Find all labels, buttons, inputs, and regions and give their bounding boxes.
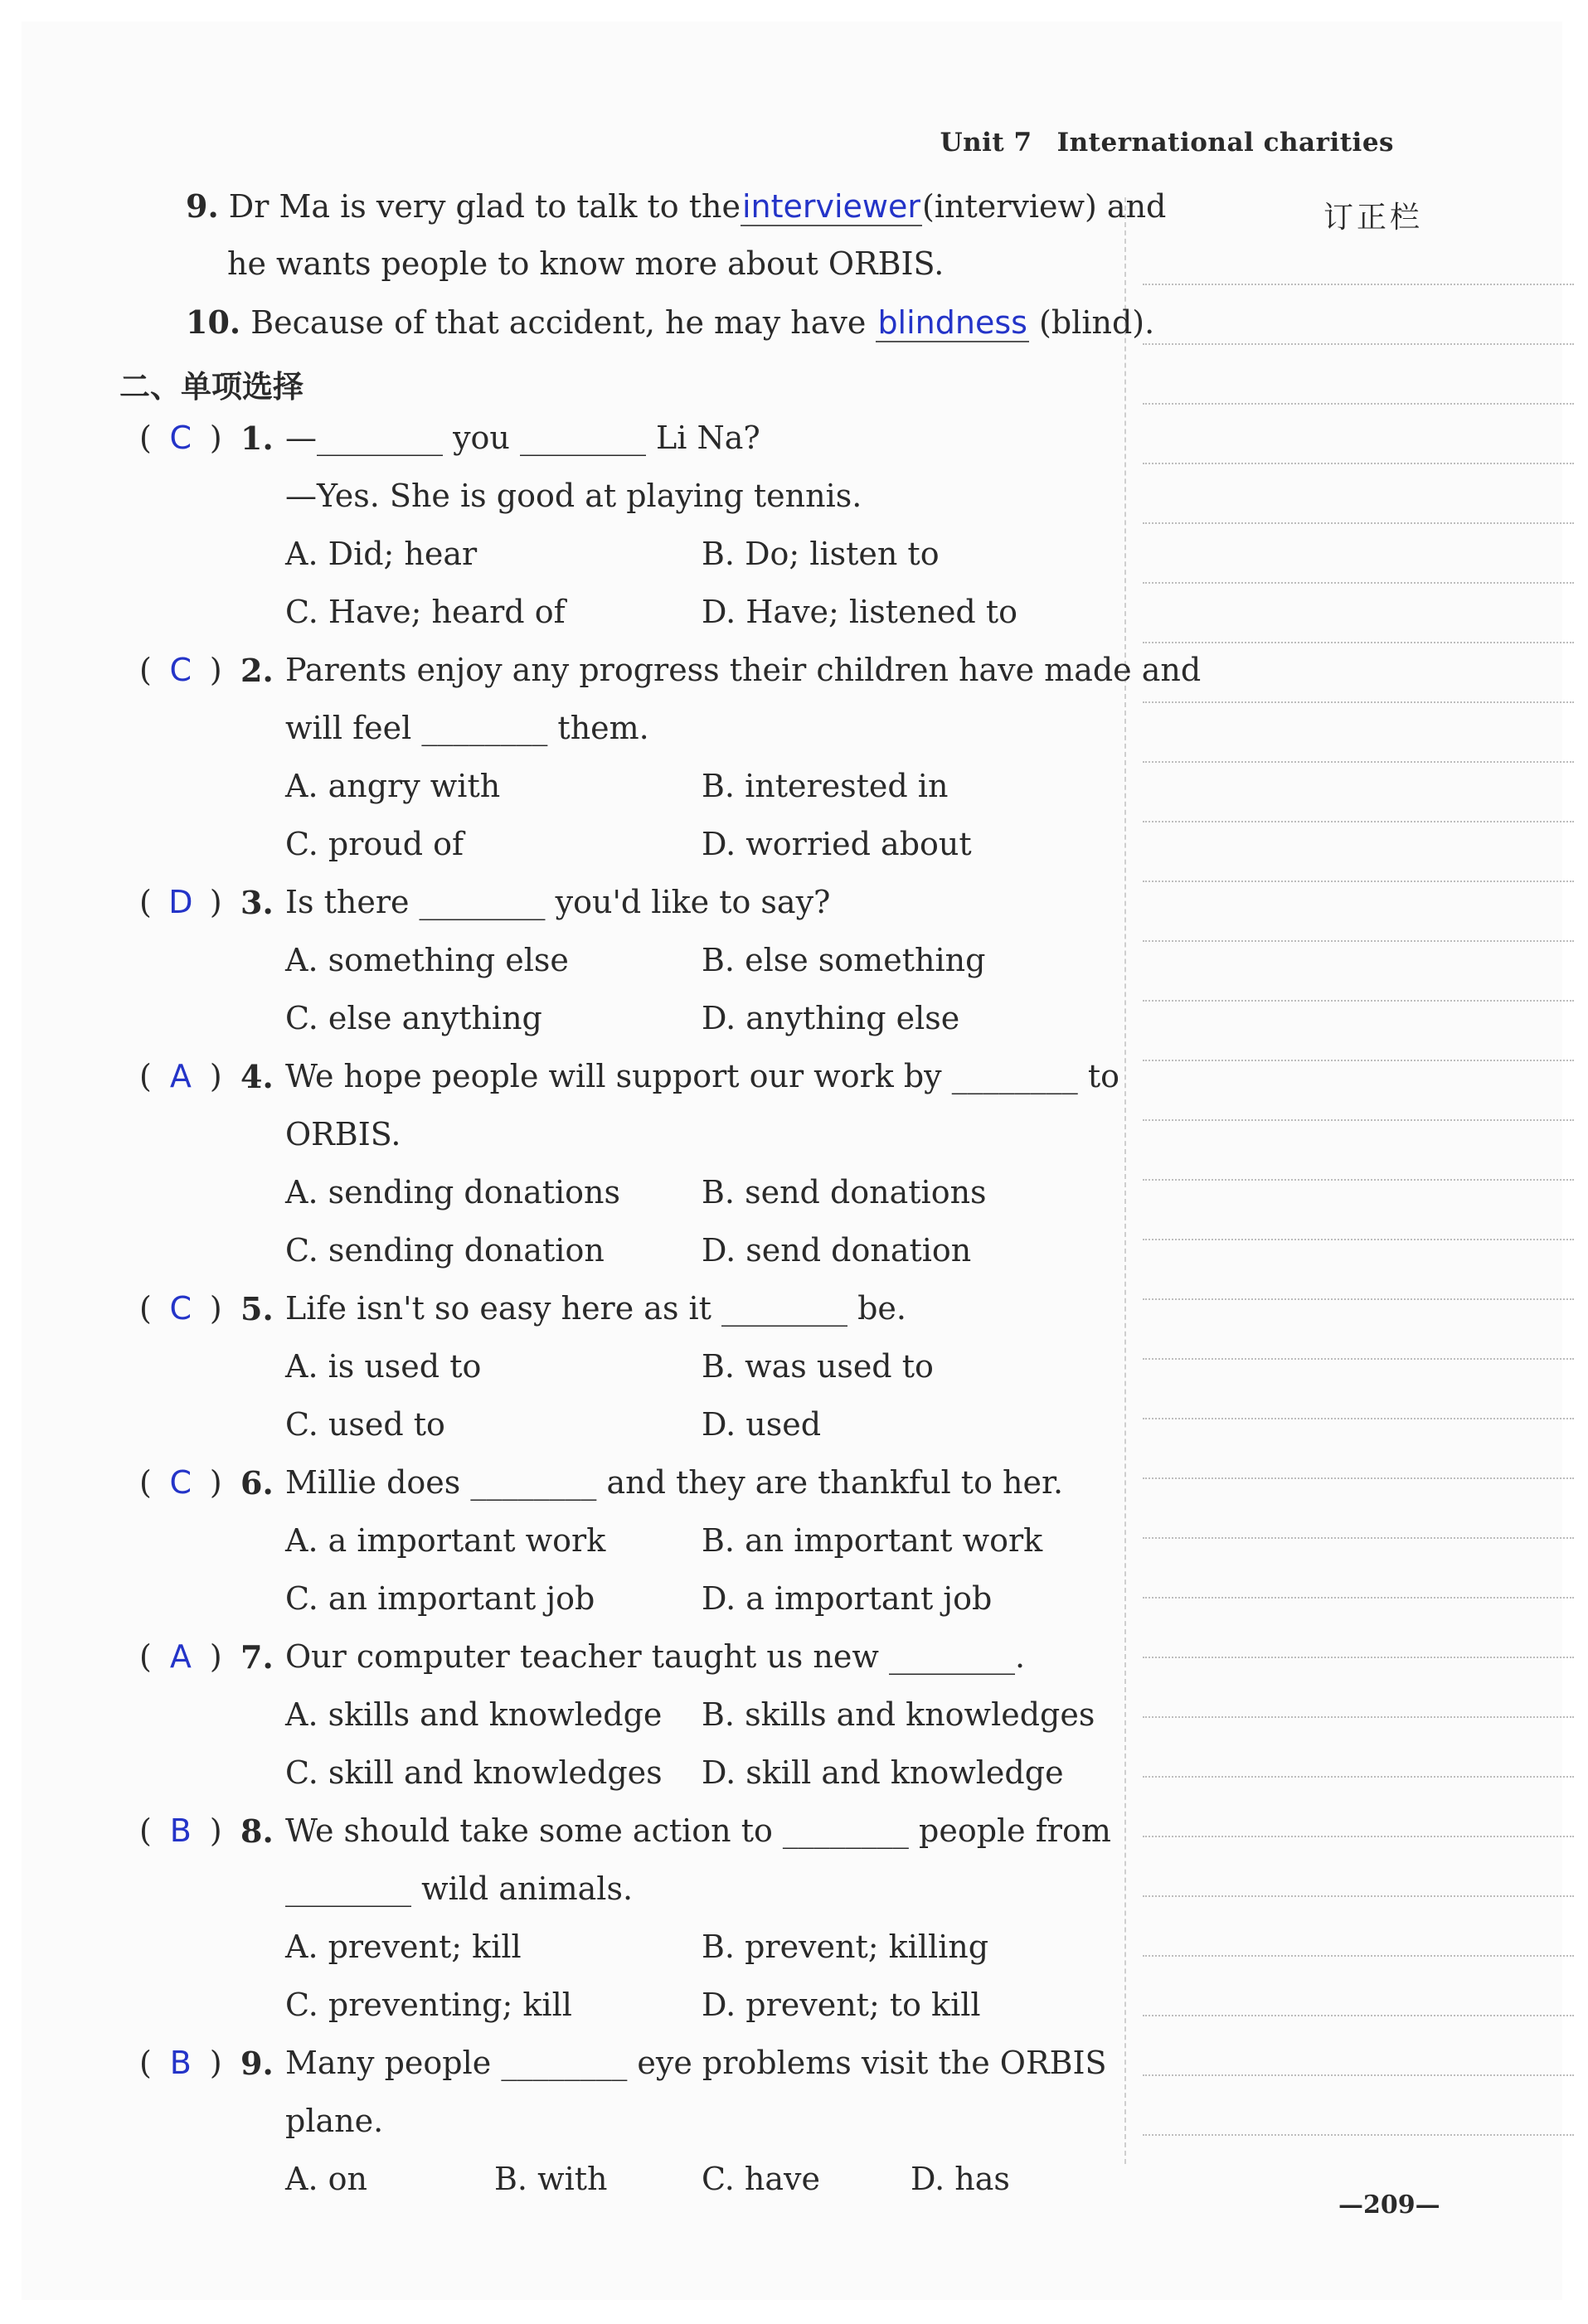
margin-rule (1143, 2074, 1574, 2076)
question-stem: Is there ________ you'd like to say? (285, 884, 831, 920)
margin-rule (1143, 284, 1574, 285)
answer-bracket: ( C ) (139, 1290, 222, 1327)
margin-rule (1143, 2015, 1574, 2016)
correction-column-title: 订正栏 (1323, 201, 1424, 235)
question-stem: We should take some action to ________ people from (285, 1812, 1111, 1849)
question-number: 7. (240, 1638, 274, 1676)
item-text: (blind). (1039, 304, 1155, 341)
option: A. prevent; kill (285, 1929, 522, 1965)
margin-divider (1124, 197, 1126, 2164)
margin-rule (1143, 701, 1574, 703)
margin-rule (1143, 881, 1574, 882)
answer-bracket: ( C ) (139, 652, 222, 688)
question-stem: will feel ________ them. (285, 710, 649, 746)
option: B. send donations (702, 1174, 987, 1211)
margin-rule (1143, 522, 1574, 524)
margin-rule (1143, 1298, 1574, 1300)
option: D. send donation (702, 1232, 972, 1269)
answer-bracket: ( A ) (139, 1638, 222, 1675)
question-stem: plane. (285, 2103, 384, 2139)
question-stem: —Yes. She is good at playing tennis. (285, 478, 862, 514)
option: C. else anything (285, 1000, 542, 1036)
answer-letter: C (169, 420, 192, 456)
item-text: Because of that accident, he may have (250, 304, 867, 341)
fill-in-item (186, 187, 1166, 226)
option: A. is used to (285, 1348, 482, 1385)
question-number: 3. (240, 884, 274, 921)
answer-bracket: ( A ) (139, 1058, 222, 1094)
margin-rule (1143, 463, 1574, 464)
option: D. has (911, 2161, 1010, 2197)
option: D. a important job (702, 1580, 993, 1617)
item-continuation: he wants people to know more about ORBIS. (227, 245, 945, 282)
answer-bracket: ( B ) (139, 2045, 222, 2081)
question-number: 5. (240, 1290, 274, 1327)
option: D. Have; listened to (702, 594, 1017, 630)
option: A. something else (285, 942, 569, 978)
question-stem: Life isn't so easy here as it ________ be. (285, 1290, 906, 1327)
fill-in-item (186, 303, 1154, 342)
question-stem: ORBIS. (285, 1116, 401, 1152)
option: A. angry with (285, 768, 501, 804)
option: A. on (285, 2161, 367, 2197)
option: A. a important work (285, 1522, 606, 1559)
margin-rule (1143, 1119, 1574, 1121)
margin-rule (1143, 1895, 1574, 1897)
margin-rule (1143, 642, 1574, 643)
margin-rule (1143, 343, 1574, 345)
section-title: 二、单项选择 (119, 369, 304, 405)
option: B. else something (702, 942, 986, 978)
question-stem: Our computer teacher taught us new ________. (285, 1638, 1026, 1675)
option: A. sending donations (285, 1174, 621, 1211)
margin-rule (1143, 1657, 1574, 1658)
margin-rule (1143, 582, 1574, 584)
item-text: (interview) and (922, 188, 1167, 225)
handwritten-answer: blindness (877, 304, 1027, 341)
margin-rule (1143, 403, 1574, 405)
question-number: 2. (240, 652, 274, 689)
item-number: 9. (186, 187, 219, 225)
margin-rule (1143, 1358, 1574, 1360)
unit-label: Unit 7 (940, 128, 1032, 158)
option: B. interested in (702, 768, 949, 804)
option: C. used to (285, 1406, 445, 1443)
option: B. Do; listen to (702, 536, 940, 572)
answer-letter: D (168, 884, 193, 920)
option: D. used (702, 1406, 822, 1443)
margin-rule (1143, 1597, 1574, 1599)
question-stem: ________ wild animals. (285, 1870, 634, 1907)
margin-rule (1143, 1060, 1574, 1061)
margin-rule (1143, 1239, 1574, 1240)
option: B. an important work (702, 1522, 1043, 1559)
option: D. skill and knowledge (702, 1754, 1064, 1791)
answer-letter: B (169, 2045, 192, 2081)
margin-rule (1143, 1955, 1574, 1957)
question-number: 4. (240, 1058, 274, 1095)
margin-rule (1143, 1537, 1574, 1539)
question-stem: —________ you ________ Li Na? (285, 420, 760, 456)
margin-rule (1143, 1776, 1574, 1778)
margin-rule (1143, 821, 1574, 822)
option: C. proud of (285, 826, 464, 862)
option: B. prevent; killing (702, 1929, 989, 1965)
answer-bracket: ( C ) (139, 1464, 222, 1501)
answer-letter: C (169, 1464, 192, 1501)
question-number: 8. (240, 1812, 274, 1850)
unit-title: International charities (1056, 128, 1394, 158)
option: C. have (702, 2161, 820, 2197)
question-number: 6. (240, 1464, 274, 1502)
margin-rule (1143, 1836, 1574, 1837)
margin-rule (1143, 1716, 1574, 1718)
page-number: —209— (1338, 2191, 1440, 2220)
margin-rule (1143, 1179, 1574, 1181)
option: C. skill and knowledges (285, 1754, 663, 1791)
margin-rule (1143, 1000, 1574, 1002)
margin-rule (1143, 1418, 1574, 1419)
answer-letter: B (169, 1812, 192, 1849)
question-stem: Millie does ________ and they are thankful to her. (285, 1464, 1064, 1501)
answer-bracket: ( B ) (139, 1812, 222, 1849)
option: B. skills and knowledges (702, 1696, 1095, 1733)
answer-letter: C (169, 1290, 192, 1327)
workbook-page (22, 22, 1562, 2300)
question-stem: Many people ________ eye problems visit the ORBIS (285, 2045, 1107, 2081)
option: A. skills and knowledge (285, 1696, 663, 1733)
item-number: 10. (186, 303, 241, 341)
option: D. prevent; to kill (702, 1987, 981, 2023)
option: B. was used to (702, 1348, 934, 1385)
question-stem: We hope people will support our work by ________ to (285, 1058, 1119, 1094)
option: D. worried about (702, 826, 972, 862)
answer-bracket: ( D ) (139, 884, 222, 920)
answer-letter: A (169, 1638, 192, 1675)
option: B. with (494, 2161, 608, 2197)
option: C. sending donation (285, 1232, 605, 1269)
option: C. Have; heard of (285, 594, 566, 630)
item-text: Dr Ma is very glad to talk to the (228, 188, 741, 225)
question-stem: Parents enjoy any progress their children have made and (285, 652, 1202, 688)
option: C. an important job (285, 1580, 595, 1617)
option: D. anything else (702, 1000, 960, 1036)
page-header (940, 128, 1394, 158)
answer-letter: A (169, 1058, 192, 1094)
handwritten-answer: interviewer (741, 188, 920, 225)
margin-rule (1143, 1477, 1574, 1479)
margin-rule (1143, 940, 1574, 942)
margin-rule (1143, 761, 1574, 763)
answer-letter: C (169, 652, 192, 688)
question-number: 9. (240, 2045, 274, 2082)
option: C. preventing; kill (285, 1987, 572, 2023)
answer-bracket: ( C ) (139, 420, 222, 456)
margin-rule (1143, 2134, 1574, 2136)
option: A. Did; hear (285, 536, 478, 572)
question-number: 1. (240, 420, 274, 457)
